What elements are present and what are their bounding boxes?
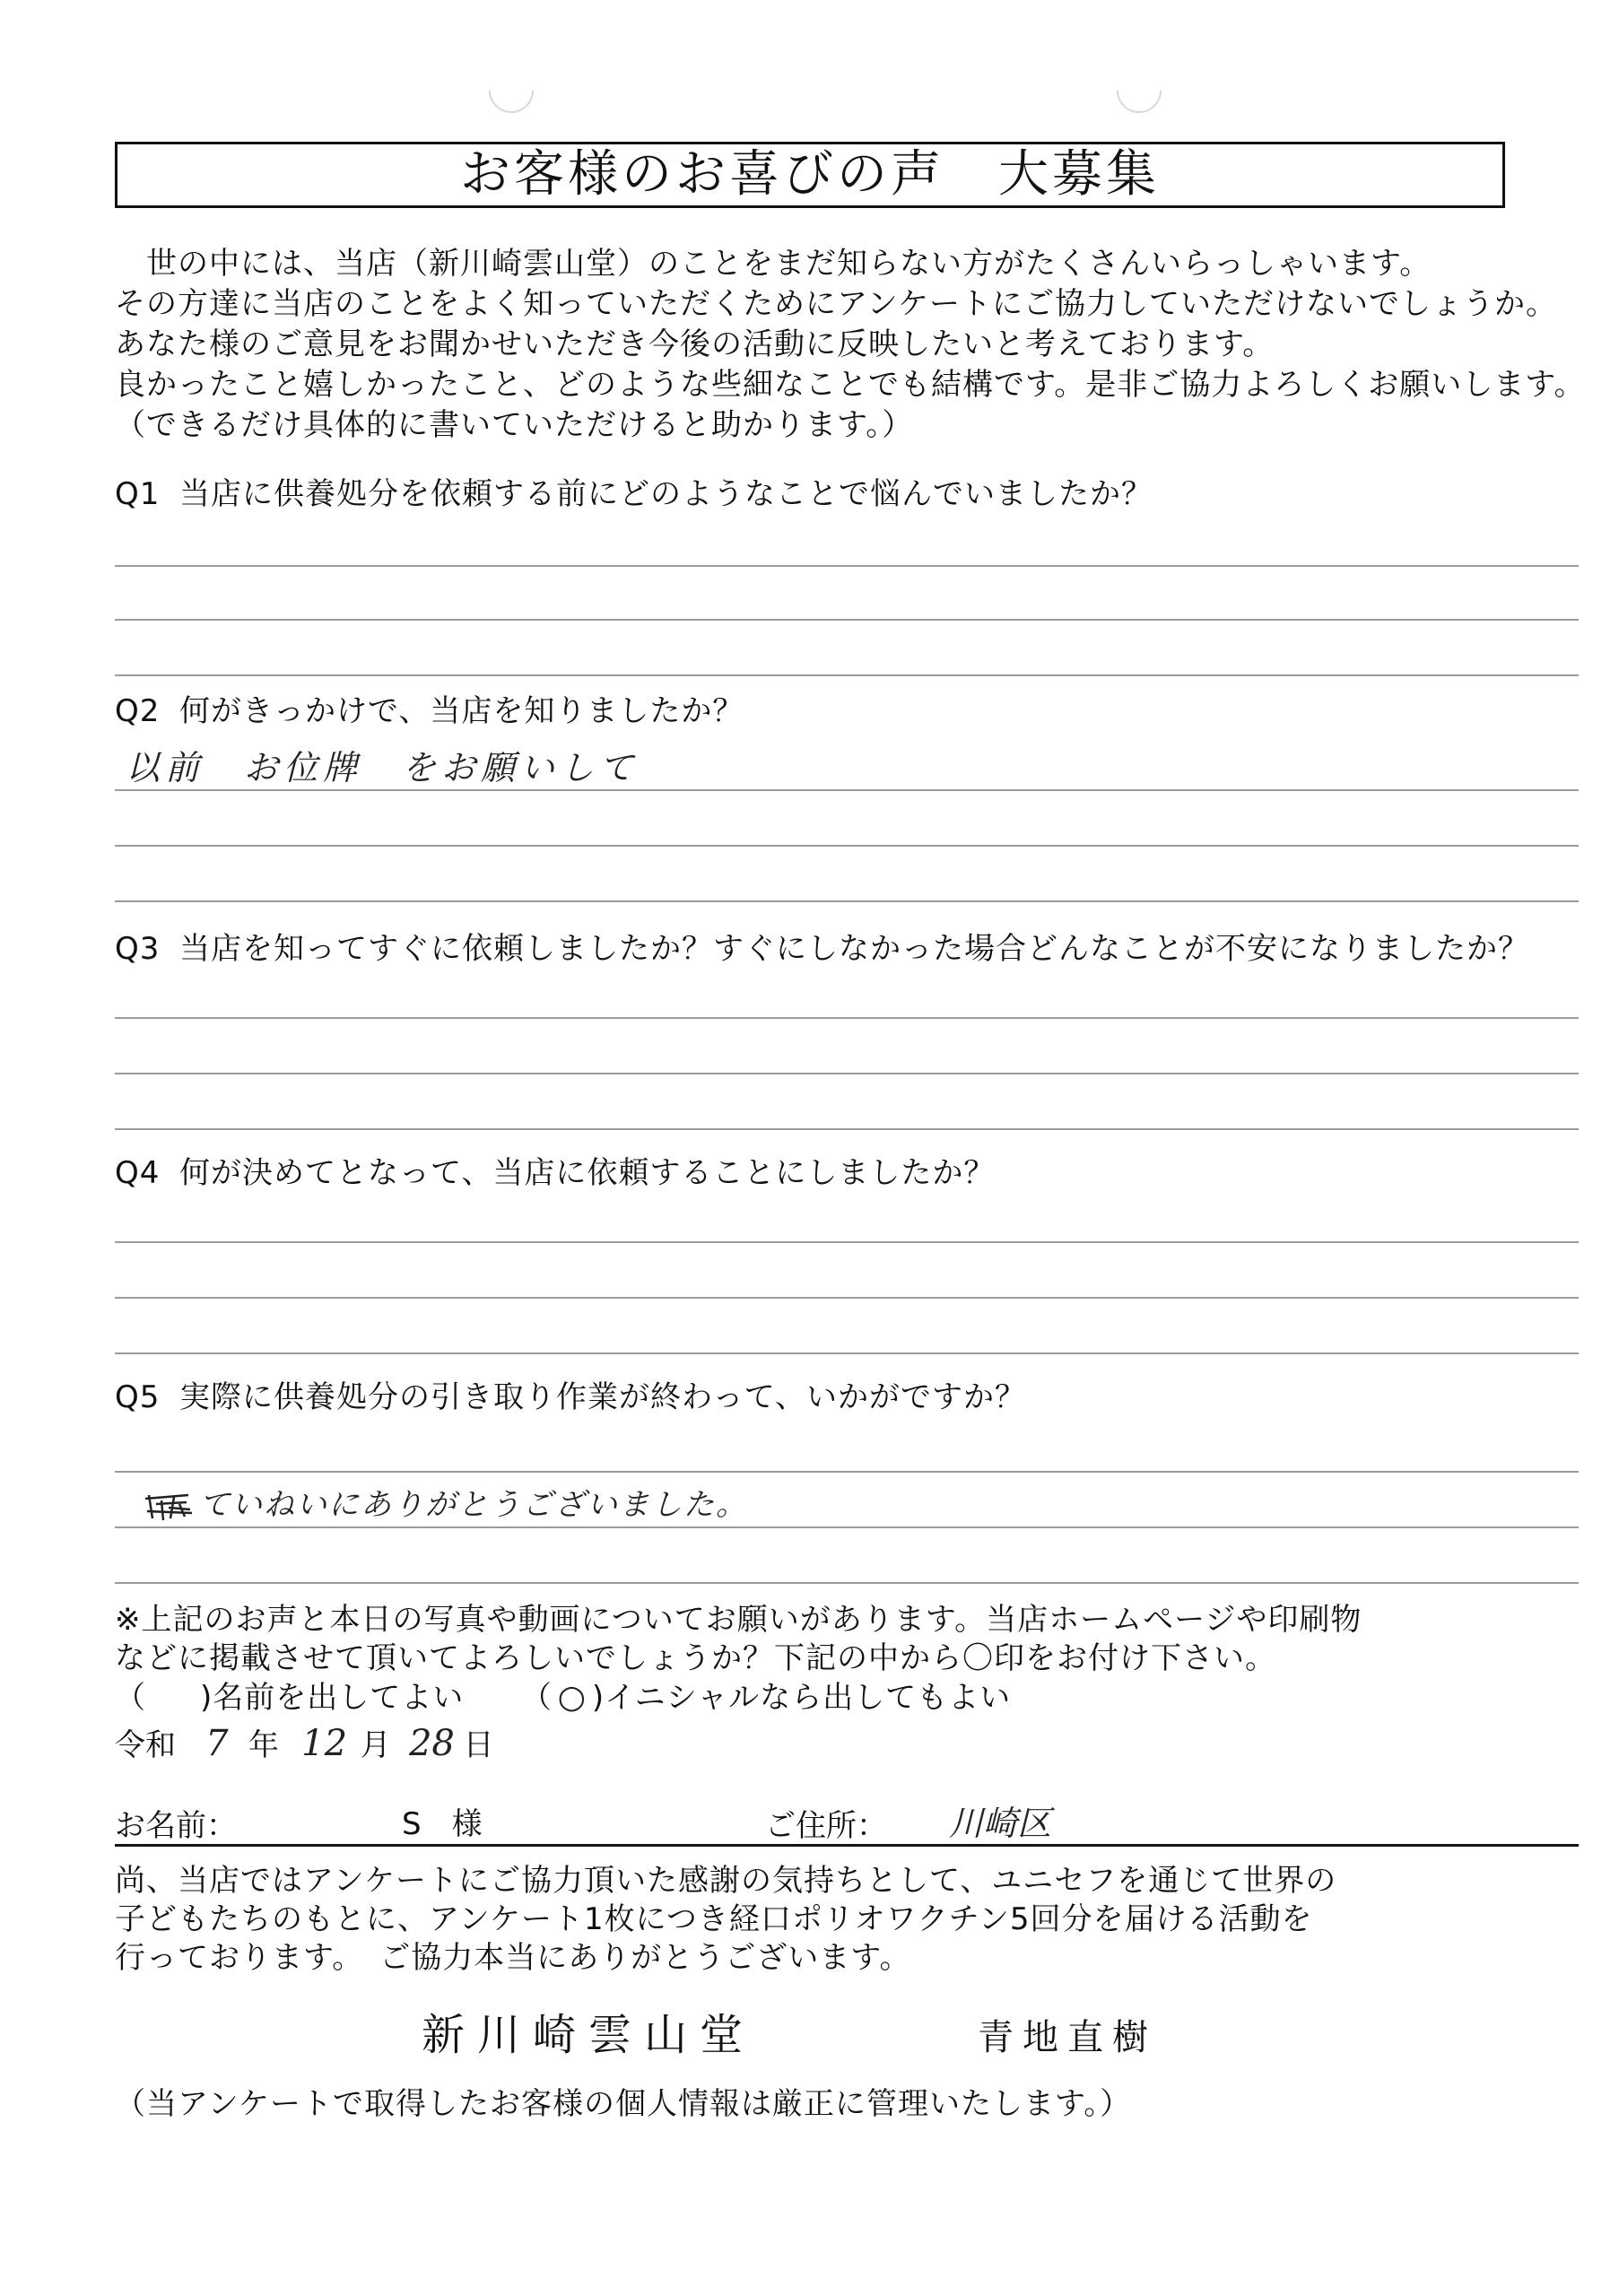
question-text: 何が決めてとなって、当店に依頼することにしましたか？ [179, 1155, 996, 1191]
date-month: 12 [301, 1723, 348, 1764]
intro-line: （できるだけ具体的に書いていただけると助かります。） [115, 407, 914, 443]
address-value: 川崎区 [949, 1804, 1052, 1843]
question-text: 実際に供養処分の引き取り作業が終わって、いかがですか？ [179, 1379, 1026, 1415]
intro-line: あなた様のご意見をお聞かせいただき今後の活動に反映したいと考えております。 [115, 326, 1275, 362]
name-underline [115, 1844, 1579, 1847]
date-year-unit: 年 [248, 1727, 279, 1763]
answer-line [115, 1526, 1579, 1528]
date-month-unit: 月 [360, 1727, 391, 1763]
intro-line: 良かったこと嬉しかったこと、どのような些細なことでも結構です。是非ご協力よろしくお願いします。 [115, 367, 1586, 403]
consent-open-paren: （ [115, 1680, 146, 1716]
answer-line [115, 1582, 1579, 1584]
answer-line [115, 565, 1579, 567]
answer-line [115, 1128, 1579, 1130]
question-text: 何がきっかけで、当店を知りましたか？ [179, 693, 744, 729]
closing-line: 子どもたちのもとに、アンケート1枚につき経口ポリオワクチン5回分を届ける活動を [115, 1901, 1313, 1937]
consent-option-2-label: )イニシャルなら出してもよい [591, 1680, 1012, 1716]
shop-name: 新川崎雲山堂 [422, 2010, 756, 2060]
question-4 [115, 1148, 995, 1192]
question-number: Q4 [115, 1155, 161, 1191]
consent-options [115, 1678, 1568, 1718]
privacy-footer: （当アンケートで取得したお客様の個人情報は厳正に管理いたします。） [115, 2086, 1132, 2122]
answer-line [115, 789, 1579, 791]
name-label: お名前： [115, 1808, 237, 1844]
title-box [115, 142, 1505, 208]
answer-line [115, 1073, 1579, 1074]
question-text: 当店を知ってすぐに依頼しましたか？すぐにしなかった場合どんなことが不安になりましたか？ [179, 931, 1529, 967]
consent-option-2-mark[interactable]: ○ [557, 1679, 588, 1716]
date-day-unit: 日 [463, 1727, 494, 1763]
intro-line: 世の中には、当店（新川崎雲山堂）のことをまだ知らない方がたくさんいらっしゃいます。 [115, 246, 1432, 282]
closing-line: 尚、当店ではアンケートにご協力頂いた感謝の気持ちとして、ユニセフを通じて世界の [115, 1863, 1337, 1899]
notice-line: ※上記のお声と本日の写真や動画についてお願いがあります。当店ホームページや印刷物 [115, 1602, 1362, 1638]
question-1 [115, 469, 1153, 513]
date-row [115, 1720, 493, 1764]
intro-line: その方達に当店のことをよく知っていただくためにアンケートにご協力していただけないでしょうか。 [115, 286, 1557, 322]
closing-text [115, 1862, 1568, 1978]
date-day: 28 [408, 1723, 455, 1764]
intro-text [115, 244, 1586, 446]
scribble-mark [144, 1492, 194, 1522]
closing-line: 行っております。 ご協力本当にありがとうございます。 [115, 1940, 911, 1976]
answer-line [115, 1017, 1579, 1019]
answer-line [115, 674, 1579, 676]
consent-option-1-label: )名前を出してよい [200, 1680, 465, 1716]
date-era: 令和 [115, 1727, 176, 1763]
punch-hole-left [480, 59, 544, 123]
handwritten-answer-text: ていねいにありがとうございました。 [199, 1487, 748, 1523]
consent-notice [115, 1601, 1568, 1718]
answer-line [115, 900, 1579, 902]
answer-line [115, 1471, 1579, 1473]
answer-line [115, 845, 1579, 847]
name-value: S 様 [402, 1806, 483, 1842]
consent-open-paren: （ [520, 1680, 553, 1716]
answer-line [115, 619, 1579, 621]
address-label: ご住所： [765, 1808, 887, 1844]
notice-line: などに掲載させて頂いてよろしいでしょうか？下記の中から〇印をお付け下さい。 [115, 1640, 1276, 1676]
handwritten-answer: 以前 お位牌 をお願いして [126, 748, 640, 787]
question-number: Q2 [115, 693, 161, 729]
punch-hole-right [1108, 59, 1171, 123]
question-5 [115, 1372, 1026, 1416]
question-number: Q5 [115, 1379, 161, 1415]
owner-name: 青地直樹 [978, 2017, 1157, 2058]
question-3 [115, 924, 1529, 968]
question-number: Q1 [115, 476, 161, 512]
answer-line [115, 1241, 1579, 1243]
question-2 [115, 686, 744, 730]
handwritten-answer [144, 1480, 748, 1524]
question-number: Q3 [115, 931, 161, 967]
date-year: 7 [205, 1723, 229, 1764]
answer-line [115, 1352, 1579, 1354]
name-address-row [115, 1794, 1579, 1844]
page-title: お客様のお喜びの声 大募集 [460, 145, 1160, 204]
answer-line [115, 1297, 1579, 1299]
question-text: 当店に供養処分を依頼する前にどのようなことで悩んでいましたか？ [179, 476, 1153, 512]
